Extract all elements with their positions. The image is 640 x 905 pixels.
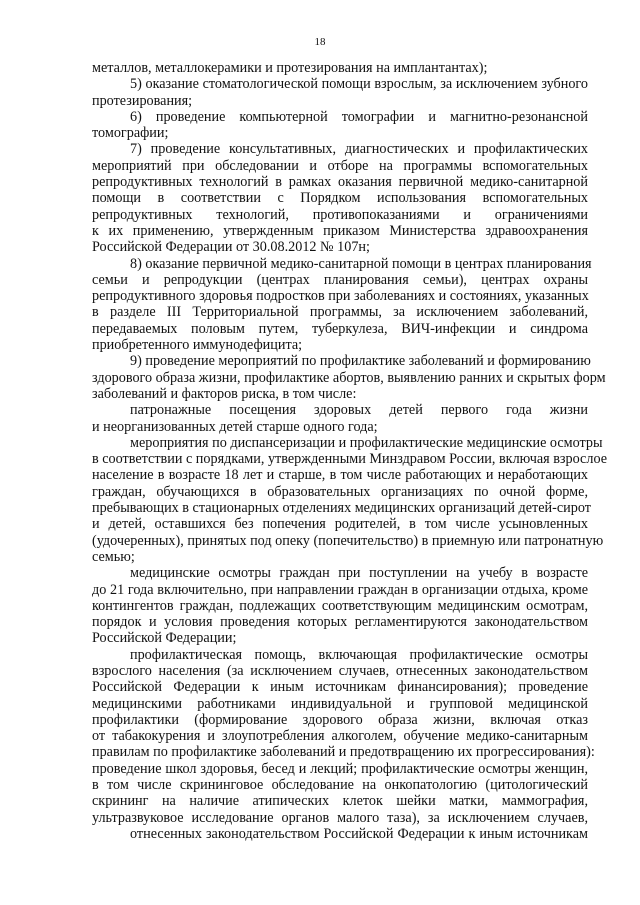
text-line: мероприятия по диспансеризации и профилактические медицинские осмотры bbox=[130, 434, 603, 451]
text-line: репродуктивных технологий в рамках оказания первичной медико-санитарной bbox=[92, 174, 588, 191]
text-line: пребывающих в стационарных отделениях медицинских организаций детей-сирот bbox=[92, 500, 591, 517]
text-line: металлов, металлокерамики и протезирования на имплантантах); bbox=[92, 60, 488, 76]
text-line: патронажные посещения здоровых детей первого года жизни bbox=[130, 402, 588, 419]
text-line: (удочеренных), принятых под опеку (попечительство) в приемную или патронатную bbox=[92, 532, 604, 549]
text-line: отнесенных законодательством Российской Федерации к иным источникам bbox=[130, 825, 588, 842]
text-line: в соответствии с порядками, утвержденными Минздравом России, включая взрослое bbox=[92, 451, 608, 468]
text-line: репродуктивных технологий, противопоказаниями и ограничениями bbox=[92, 206, 588, 223]
text-line: взрослого населения (за исключением случаев, отнесенных законодательством bbox=[92, 662, 588, 679]
text-line: население в возрасте 18 лет и старше, в том числе работающих и неработающих bbox=[92, 467, 588, 484]
text-line: приобретенного иммунодефицита; bbox=[92, 337, 303, 354]
text-line: в том числе скрининговое обследование на онкопатологию (цитологический bbox=[92, 777, 588, 794]
text-line: Российской Федерации к иным источникам финансирования); проведение bbox=[92, 679, 588, 696]
text-line: 9) проведение мероприятий по профилактике заболеваний и формированию bbox=[130, 353, 591, 370]
text-line: правилам по профилактике заболеваний и предотвращению их прогрессирования): bbox=[92, 744, 595, 761]
body-text bbox=[92, 60, 608, 842]
text-line: ультразвуковое исследование органов малого таза), за исключением случаев, bbox=[92, 809, 588, 826]
text-line: мероприятий при обследовании и отборе на программы вспомогательных bbox=[92, 157, 588, 174]
text-line: медицинскими работниками индивидуальной и групповой медицинской bbox=[92, 695, 588, 712]
text-line: контингентов граждан, подлежащих соответствующим медицинским осмотрам, bbox=[92, 597, 588, 614]
text-line: и детей, оставшихся без попечения родителей, в том числе усыновленных bbox=[92, 516, 588, 533]
text-line: семью; bbox=[92, 548, 135, 565]
text-line: скрининг на наличие атипических клеток шейки матки, маммография, bbox=[92, 793, 588, 810]
text-line: от табакокурения и злоупотребления алкоголем, обучение медико-санитарным bbox=[92, 728, 588, 745]
text-line: и неорганизованных детей старше одного года; bbox=[92, 418, 378, 435]
text-line: Российской Федерации; bbox=[92, 630, 237, 647]
text-line: помощи в соответствии с Порядком использования вспомогательных bbox=[92, 190, 588, 207]
text-line: к их применению, утвержденным приказом Министерства здравоохранения bbox=[92, 222, 588, 239]
text-line: граждан, обучающихся в образовательных организациях по очной форме, bbox=[92, 483, 588, 500]
text-line: заболеваний и факторов риска, в том числе: bbox=[92, 385, 357, 402]
text-line: медицинские осмотры граждан при поступлении на учебу в возрасте bbox=[130, 565, 588, 582]
text-line: протезирования; bbox=[92, 92, 193, 109]
text-line: профилактики (формирование здорового образа жизни, включая отказ bbox=[92, 711, 588, 728]
text-line: репродуктивного здоровья подростков при заболеваниях и состояниях, указанных bbox=[92, 288, 589, 305]
text-line: 5) оказание стоматологической помощи взрослым, за исключением зубного bbox=[130, 76, 588, 93]
text-line: порядок и условия проведения которых регламентируются законодательством bbox=[92, 614, 588, 631]
text-line: проведение школ здоровья, бесед и лекций; профилактические осмотры женщин, bbox=[92, 760, 588, 777]
page-number: 18 bbox=[314, 36, 326, 48]
text-line: профилактическая помощь, включающая профилактические осмотры bbox=[130, 646, 588, 663]
text-line: томографии; bbox=[92, 125, 169, 142]
text-line: 7) проведение консультативных, диагностических и профилактических bbox=[130, 141, 588, 158]
text-line: до 21 года включительно, при направлении граждан в организации отдыха, кроме bbox=[92, 581, 588, 598]
text-line: передаваемых половым путем, туберкулеза, ВИЧ-инфекции и синдрома bbox=[92, 320, 588, 337]
text-line: здорового образа жизни, профилактике абортов, выявлению ранних и скрытых форм bbox=[92, 369, 606, 386]
text-line: семьи и репродукции (центрах планирования семьи), центрах охраны bbox=[92, 271, 588, 288]
text-line: 6) проведение компьютерной томографии и магнитно-резонансной bbox=[130, 108, 588, 125]
text-line: в разделе III Территориальной программы, за исключением заболеваний, bbox=[92, 304, 588, 321]
text-line: 8) оказание первичной медико-санитарной помощи в центрах планирования bbox=[130, 255, 592, 272]
text-line: Российской Федерации от 30.08.2012 № 107н; bbox=[92, 239, 370, 256]
